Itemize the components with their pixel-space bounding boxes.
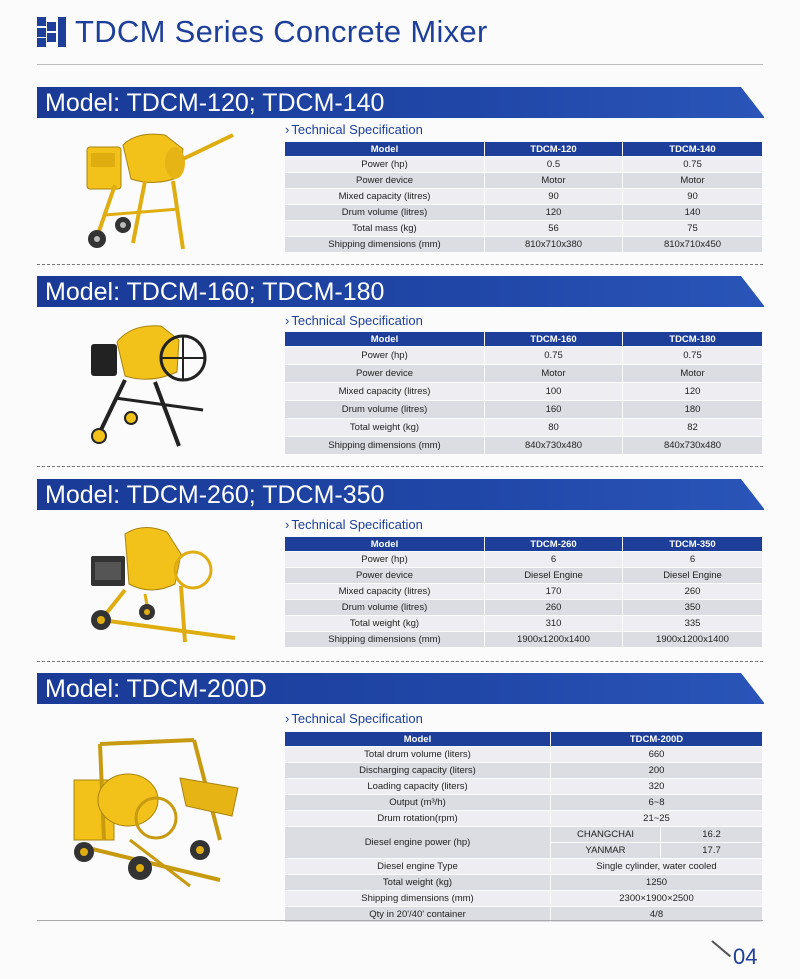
table-cell: 2300×1900×2500 xyxy=(551,891,763,907)
table-cell: 200 xyxy=(551,763,763,779)
table-cell: Power (hp) xyxy=(285,347,485,365)
table-cell: Power device xyxy=(285,365,485,383)
chevron-right-icon: › xyxy=(285,517,290,532)
table-cell: Motor xyxy=(485,365,623,383)
table-cell: 350 xyxy=(623,600,763,616)
table-cell: Motor xyxy=(485,173,623,189)
table-cell: 90 xyxy=(485,189,623,205)
table-cell: 660 xyxy=(551,747,763,763)
table-cell: Total mass (kg) xyxy=(285,221,485,237)
table-row xyxy=(285,419,763,437)
table-row xyxy=(285,347,763,365)
table-cell: 80 xyxy=(485,419,623,437)
mixer-illustration xyxy=(75,125,245,255)
table-cell: CHANGCHAI xyxy=(551,827,661,843)
table-row xyxy=(285,632,763,648)
table-header-cell: TDCM-200D xyxy=(551,732,763,747)
footer-divider xyxy=(37,920,763,921)
spec-title: › Technical Specification xyxy=(285,122,423,137)
table-cell: 840x730x480 xyxy=(623,437,763,455)
table-row xyxy=(285,205,763,221)
table-cell: Power device xyxy=(285,568,485,584)
table-cell: Drum volume (litres) xyxy=(285,205,485,221)
table-cell: Diesel engine Type xyxy=(285,859,551,875)
table-cell: 82 xyxy=(623,419,763,437)
table-cell: Total drum volume (liters) xyxy=(285,747,551,763)
table-header-row xyxy=(285,332,763,347)
spec-title: › Technical Specification xyxy=(285,517,423,532)
table-cell: Drum volume (litres) xyxy=(285,600,485,616)
table-cell: 56 xyxy=(485,221,623,237)
table-cell: Shipping dimensions (mm) xyxy=(285,891,551,907)
section-divider xyxy=(37,264,763,265)
table-row xyxy=(285,437,763,455)
model-banner-text: Model: TDCM-260; TDCM-350 xyxy=(45,481,385,509)
table-header-row xyxy=(285,142,763,157)
table-header-cell: TDCM-160 xyxy=(485,332,623,347)
table-cell: 810x710x380 xyxy=(485,237,623,253)
table-header-cell: Model xyxy=(285,332,485,347)
chevron-right-icon: › xyxy=(285,711,290,726)
table-cell: 120 xyxy=(623,383,763,401)
spec-table xyxy=(284,731,763,923)
table-cell: 260 xyxy=(623,584,763,600)
table-header-row xyxy=(285,537,763,552)
model-banner xyxy=(37,276,764,307)
table-row xyxy=(285,401,763,419)
table-cell: 0.75 xyxy=(485,347,623,365)
table-row xyxy=(285,157,763,173)
table-cell: 180 xyxy=(623,401,763,419)
mixer-illustration xyxy=(85,520,245,650)
table-cell: Total weight (kg) xyxy=(285,875,551,891)
table-cell: Loading capacity (liters) xyxy=(285,779,551,795)
table-cell: Drum volume (litres) xyxy=(285,401,485,419)
chevron-right-icon: › xyxy=(285,122,290,137)
table-row xyxy=(285,383,763,401)
table-row xyxy=(285,237,763,253)
table-cell: Discharging capacity (liters) xyxy=(285,763,551,779)
table-row xyxy=(285,891,763,907)
table-cell: 160 xyxy=(485,401,623,419)
model-banner xyxy=(37,87,764,118)
table-cell: Mixed capacity (litres) xyxy=(285,584,485,600)
table-cell: Power device xyxy=(285,173,485,189)
table-cell: 260 xyxy=(485,600,623,616)
page-title-text: TDCM Series Concrete Mixer xyxy=(75,14,488,49)
table-cell: 4/8 xyxy=(551,907,763,923)
table-cell: 6~8 xyxy=(551,795,763,811)
table-cell: Diesel Engine xyxy=(623,568,763,584)
spec-table xyxy=(284,141,763,253)
table-row xyxy=(285,827,763,843)
table-cell: Mixed capacity (litres) xyxy=(285,383,485,401)
table-cell: 1900x1200x1400 xyxy=(485,632,623,648)
title-divider xyxy=(37,64,763,65)
table-cell: 335 xyxy=(623,616,763,632)
table-cell: Shipping dimensions (mm) xyxy=(285,237,485,253)
table-cell: 810x710x450 xyxy=(623,237,763,253)
table-row xyxy=(285,811,763,827)
page-title xyxy=(37,14,488,50)
table-header-cell: TDCM-120 xyxy=(485,142,623,157)
table-cell: Motor xyxy=(623,173,763,189)
table-header-cell: Model xyxy=(285,142,485,157)
table-cell: Single cylinder, water cooled xyxy=(551,859,763,875)
table-cell: Shipping dimensions (mm) xyxy=(285,632,485,648)
table-row xyxy=(285,568,763,584)
table-cell: Total weight (kg) xyxy=(285,419,485,437)
page-number-slash-icon xyxy=(711,940,731,957)
table-header-cell: Model xyxy=(285,537,485,552)
table-cell: 17.7 xyxy=(661,843,763,859)
table-cell: 320 xyxy=(551,779,763,795)
table-cell: 6 xyxy=(485,552,623,568)
table-cell: Mixed capacity (litres) xyxy=(285,189,485,205)
table-cell: 0.75 xyxy=(623,157,763,173)
table-cell: 170 xyxy=(485,584,623,600)
spec-title: › Technical Specification xyxy=(285,313,423,328)
table-row xyxy=(285,616,763,632)
table-row xyxy=(285,875,763,891)
model-banner-text: Model: TDCM-200D xyxy=(45,675,267,703)
table-cell: 6 xyxy=(623,552,763,568)
model-banner xyxy=(37,673,764,704)
table-cell: Total weight (kg) xyxy=(285,616,485,632)
table-header-row xyxy=(285,732,763,747)
table-cell: 16.2 xyxy=(661,827,763,843)
spec-table xyxy=(284,331,763,455)
table-cell: 840x730x480 xyxy=(485,437,623,455)
model-banner xyxy=(37,479,764,510)
table-cell: 1900x1200x1400 xyxy=(623,632,763,648)
table-header-cell: TDCM-140 xyxy=(623,142,763,157)
model-banner-text: Model: TDCM-160; TDCM-180 xyxy=(45,278,385,306)
table-cell: Qty in 20'/40' container xyxy=(285,907,551,923)
table-row xyxy=(285,747,763,763)
table-cell: Diesel Engine xyxy=(485,568,623,584)
table-cell: 100 xyxy=(485,383,623,401)
table-header-cell: TDCM-180 xyxy=(623,332,763,347)
spec-table xyxy=(284,536,763,648)
table-cell: 21~25 xyxy=(551,811,763,827)
table-cell: 0.75 xyxy=(623,347,763,365)
table-cell: Power (hp) xyxy=(285,552,485,568)
section-divider xyxy=(37,661,763,662)
table-cell: 90 xyxy=(623,189,763,205)
table-row xyxy=(285,173,763,189)
table-header-cell: Model xyxy=(285,732,551,747)
table-cell: 75 xyxy=(623,221,763,237)
table-row xyxy=(285,584,763,600)
table-cell: 310 xyxy=(485,616,623,632)
table-row xyxy=(285,795,763,811)
table-row xyxy=(285,221,763,237)
table-header-cell: TDCM-350 xyxy=(623,537,763,552)
table-row xyxy=(285,859,763,875)
page-number: 04 xyxy=(733,944,758,969)
table-cell: YANMAR xyxy=(551,843,661,859)
table-cell: 120 xyxy=(485,205,623,221)
section-divider xyxy=(37,466,763,467)
title-logo-icon xyxy=(37,17,67,47)
model-banner-text: Model: TDCM-120; TDCM-140 xyxy=(45,89,385,117)
table-row xyxy=(285,763,763,779)
table-header-cell: TDCM-260 xyxy=(485,537,623,552)
table-cell: Diesel engine power (hp) xyxy=(285,827,551,859)
table-cell: Drum rotation(rpm) xyxy=(285,811,551,827)
chevron-right-icon: › xyxy=(285,313,290,328)
table-cell: Power (hp) xyxy=(285,157,485,173)
table-row xyxy=(285,600,763,616)
table-row xyxy=(285,189,763,205)
table-row xyxy=(285,365,763,383)
table-cell: Output (m³/h) xyxy=(285,795,551,811)
spec-title: › Technical Specification xyxy=(285,711,423,726)
table-cell: 140 xyxy=(623,205,763,221)
table-cell: Motor xyxy=(623,365,763,383)
mixer-illustration xyxy=(70,730,250,890)
table-row xyxy=(285,552,763,568)
table-cell: 0.5 xyxy=(485,157,623,173)
table-cell: 1250 xyxy=(551,875,763,891)
mixer-illustration xyxy=(85,318,215,453)
table-row xyxy=(285,779,763,795)
table-cell: Shipping dimensions (mm) xyxy=(285,437,485,455)
